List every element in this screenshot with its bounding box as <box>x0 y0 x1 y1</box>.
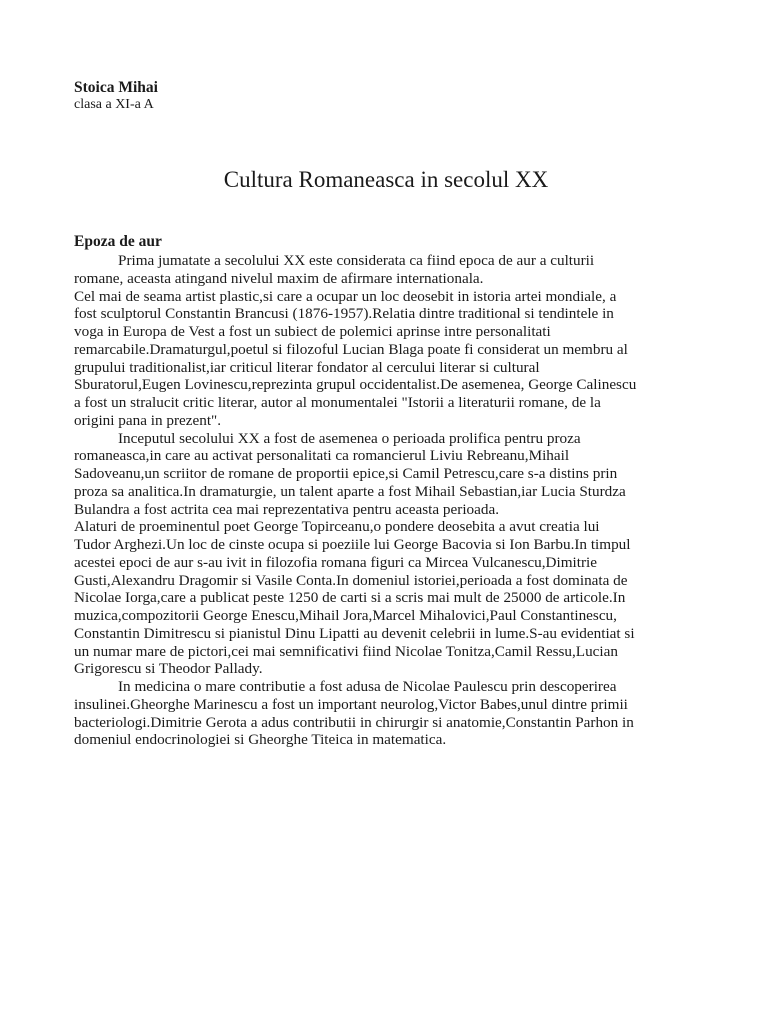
text-line: Gusti,Alexandru Dragomir si Vasile Conta.In domeniul istoriei,perioada a fost dominata de <box>74 571 628 589</box>
class-label: clasa a XI-a A <box>74 97 154 112</box>
text-line: Nicolae Iorga,care a publicat peste 1250 de carti si a scris mai mult de 25000 de articole.In <box>74 589 626 607</box>
text-line: acestei epoci de aur s-au ivit in filozofia romana figuri ca Mircea Vulcanescu,Dimitrie <box>74 553 597 571</box>
text-line: Grigorescu si Theodor Pallady. <box>74 660 263 678</box>
author-name: Stoica Mihai <box>74 79 158 96</box>
text-line: un numar mare de pictori,cei mai semnificativi fiind Nicolae Tonitza,Camil Ressu,Lucian <box>74 642 618 660</box>
paragraph <box>74 430 714 519</box>
text-line: romane, aceasta atingand nivelul maxim de afirmare internationala. <box>74 269 484 287</box>
text-line: Constantin Dimitrescu si pianistul Dinu Lipatti au devenit celebrii in lume.S-au evidentiat si <box>74 624 635 642</box>
paragraph <box>74 288 714 430</box>
text-line: Sburatorul,Eugen Lovinescu,reprezinta grupul occidentalist.De asemenea, George Calinescu <box>74 376 637 394</box>
text-line: Bulandra a fost actrita cea mai reprezentativa pentru aceasta perioada. <box>74 500 500 518</box>
paragraph <box>74 252 714 288</box>
text-line: domeniul endocrinologiei si Gheorghe Titeica in matematica. <box>74 731 447 749</box>
text-line: Prima jumatate a secolului XX este considerata ca fiind epoca de aur a culturii <box>118 252 595 269</box>
text-line: origini pana in prezent". <box>74 411 222 429</box>
text-line: a fost un stralucit critic literar, autor al monumentalei "Istorii a literaturii romane, de la <box>74 394 601 411</box>
paragraph <box>74 678 714 749</box>
text-line: voga in Europa de Vest a fost un subiect de polemici aprinse intre personalitati <box>74 323 551 340</box>
text-line: Alaturi de proeminentul poet George Topirceanu,o pondere deosebita a avut creatia lui <box>74 518 600 536</box>
body-text <box>74 252 714 749</box>
text-line: grupului traditionalist,iar criticul literar fondator al cercului literar si cultural <box>74 358 540 376</box>
text-line: romaneasca,in care au activat personalitati ca romancierul Liviu Rebreanu,Mihail <box>74 447 570 465</box>
text-line: muzica,compozitorii George Enescu,Mihail Jora,Marcel Mihalovici,Paul Constantinescu, <box>74 607 617 624</box>
text-line: bacteriologi.Dimitrie Gerota a adus contributii in chirurgir si anatomie,Constantin Parhon in <box>74 713 634 731</box>
text-line: fost sculptorul Constantin Brancusi (1876-1957).Relatia dintre traditional si tendintele in <box>74 305 614 323</box>
text-line: Cel mai de seama artist plastic,si care a ocupar un loc deosebit in istoria artei mondiale, a <box>74 287 617 305</box>
text-line: Sadoveanu,un scriitor de romane de proportii epice,si Camil Petrescu,care s-a distins prin <box>74 465 618 482</box>
text-line: insulinei.Gheorghe Marinescu a fost un important neurolog,Victor Babes,unul dintre primii <box>74 695 628 713</box>
paragraph <box>74 518 714 678</box>
text-line: In medicina o mare contributie a fost adusa de Nicolae Paulescu prin descoperirea <box>118 678 617 695</box>
text-line: remarcabile.Dramaturgul,poetul si filozoful Lucian Blaga poate fi considerat un membru al <box>74 340 628 358</box>
text-line: proza sa analitica.In dramaturgie, un talent aparte a fost Mihail Sebastian,iar Lucia Sturdza <box>74 482 626 500</box>
section-heading: Epoza de aur <box>74 233 162 250</box>
text-line: Tudor Arghezi.Un loc de cinste ocupa si poeziile lui George Bacovia si Ion Barbu.In timpul <box>74 536 631 553</box>
document-title: Cultura Romaneasca in secolul XX <box>223 167 549 192</box>
text-line: Inceputul secolului XX a fost de asemenea o perioada prolifica pentru proza <box>118 429 581 447</box>
